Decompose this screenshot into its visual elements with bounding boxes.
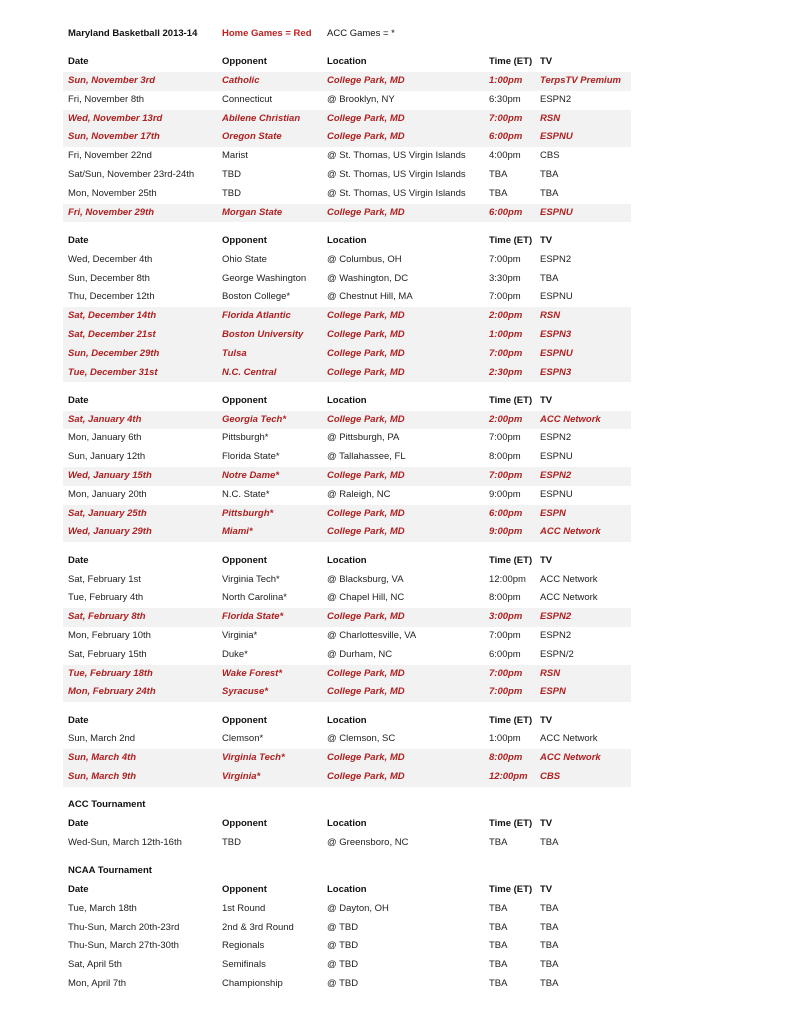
- game-date: Tue, December 31st: [68, 366, 158, 378]
- column-header-opponent: Opponent: [222, 554, 267, 566]
- game-opponent: Ohio State: [222, 253, 267, 265]
- home-game-row: [63, 665, 631, 684]
- game-date: Fri, November 8th: [68, 93, 145, 105]
- game-date: Sat, December 21st: [68, 328, 156, 340]
- home-game-row: [63, 411, 631, 430]
- game-date: Sun, March 2nd: [68, 733, 136, 745]
- game-tv: ACC Network: [540, 573, 598, 585]
- game-opponent: Tulsa: [222, 347, 247, 359]
- game-time: 6:00pm: [489, 648, 521, 660]
- game-time: 9:00pm: [489, 488, 521, 500]
- game-opponent: Clemson*: [222, 733, 264, 745]
- game-opponent: Boston University: [222, 328, 304, 340]
- game-tv: ESPN: [540, 686, 566, 698]
- column-header-opponent: Opponent: [222, 818, 267, 830]
- game-tv: ESPN2: [540, 629, 572, 641]
- away-game-row: [63, 91, 631, 110]
- game-tv: TerpsTV Premium: [540, 75, 621, 87]
- game-opponent: Georgia Tech*: [222, 413, 287, 425]
- game-opponent: TBD: [222, 187, 241, 199]
- away-game-row: [63, 251, 631, 270]
- game-location: College Park, MD: [327, 611, 405, 623]
- game-opponent: Regionals: [222, 940, 265, 952]
- game-tv: CBS: [540, 770, 561, 782]
- column-header-tv: TV: [540, 234, 553, 246]
- game-location: @ TBD: [327, 959, 359, 971]
- column-header-date: Date: [68, 818, 89, 830]
- game-time: 7:00pm: [489, 686, 523, 698]
- game-time: 3:30pm: [489, 272, 521, 284]
- column-header-date: Date: [68, 394, 89, 406]
- game-time: TBA: [489, 977, 508, 989]
- column-header-tv: TV: [540, 554, 553, 566]
- game-time: 1:00pm: [489, 328, 523, 340]
- game-tv: ESPN2: [540, 253, 572, 265]
- home-game-row: [63, 110, 631, 129]
- game-date: Mon, November 25th: [68, 187, 157, 199]
- column-header-opponent: Opponent: [222, 714, 267, 726]
- game-tv: ACC Network: [540, 733, 598, 745]
- away-game-row: [63, 937, 631, 956]
- game-date: Sat, February 15th: [68, 648, 147, 660]
- game-date: Tue, February 4th: [68, 592, 144, 604]
- game-opponent: 1st Round: [222, 902, 266, 914]
- game-date: Sun, January 12th: [68, 451, 146, 463]
- home-game-row: [63, 128, 631, 147]
- game-tv: ESPN: [540, 507, 566, 519]
- game-opponent: Notre Dame*: [222, 470, 280, 482]
- column-header-tv: TV: [540, 883, 553, 895]
- game-tv: ESPNU: [540, 206, 573, 218]
- game-tv: ESPN2: [540, 611, 572, 623]
- section-label: [63, 796, 631, 815]
- game-time: 7:00pm: [489, 432, 521, 444]
- game-location: College Park, MD: [327, 752, 405, 764]
- away-game-row: [63, 646, 631, 665]
- game-time: 8:00pm: [489, 592, 521, 604]
- game-time: 12:00pm: [489, 770, 528, 782]
- game-opponent: George Washington: [222, 272, 307, 284]
- game-time: 8:00pm: [489, 752, 523, 764]
- game-date: Sun, March 4th: [68, 752, 137, 764]
- column-header-location: Location: [327, 394, 367, 406]
- game-location: College Park, MD: [327, 770, 405, 782]
- game-opponent: Virginia*: [222, 770, 261, 782]
- game-opponent: N.C. Central: [222, 366, 277, 378]
- column-header-row: [63, 53, 631, 72]
- game-location: College Park, MD: [327, 75, 405, 87]
- game-date: Mon, February 24th: [68, 686, 156, 698]
- game-date: Mon, January 6th: [68, 432, 142, 444]
- game-tv: CBS: [540, 150, 560, 162]
- acc-games-legend: ACC Games = *: [327, 28, 395, 39]
- game-opponent: Wake Forest*: [222, 667, 283, 679]
- away-game-row: [63, 288, 631, 307]
- game-opponent: Virginia Tech*: [222, 573, 280, 585]
- game-location: @ Brooklyn, NY: [327, 93, 395, 105]
- game-tv: ACC Network: [540, 592, 598, 604]
- game-date: Wed, November 13rd: [68, 112, 163, 124]
- game-time: 12:00pm: [489, 573, 526, 585]
- game-tv: TBA: [540, 169, 559, 181]
- column-header-location: Location: [327, 234, 367, 246]
- game-location: @ Greensboro, NC: [327, 836, 409, 848]
- game-opponent: Boston College*: [222, 291, 291, 303]
- away-game-row: [63, 270, 631, 289]
- away-game-row: [63, 486, 631, 505]
- game-date: Thu-Sun, March 27th-30th: [68, 940, 179, 952]
- game-tv: ESPN/2: [540, 648, 574, 660]
- game-tv: TBA: [540, 921, 559, 933]
- game-opponent: Morgan State: [222, 206, 283, 218]
- game-date: Sun, March 9th: [68, 770, 137, 782]
- home-game-row: [63, 749, 631, 768]
- game-time: TBA: [489, 959, 508, 971]
- game-opponent: Duke*: [222, 648, 248, 660]
- game-time: 7:00pm: [489, 253, 521, 265]
- game-date: Thu-Sun, March 20th-23rd: [68, 921, 180, 933]
- home-game-row: [63, 683, 631, 702]
- game-opponent: Marist: [222, 150, 248, 162]
- game-time: 2:00pm: [489, 413, 523, 425]
- game-location: @ Pittsburgh, PA: [327, 432, 400, 444]
- section-label: [63, 862, 631, 881]
- game-time: 6:00pm: [489, 131, 523, 143]
- game-time: 6:00pm: [489, 507, 523, 519]
- game-location: @ Chestnut Hill, MA: [327, 291, 413, 303]
- game-location: College Park, MD: [327, 413, 405, 425]
- game-tv: ESPNU: [540, 451, 573, 463]
- game-date: Sat, February 1st: [68, 573, 141, 585]
- game-location: @ Washington, DC: [327, 272, 409, 284]
- game-tv: RSN: [540, 310, 561, 322]
- game-opponent: Connecticut: [222, 93, 273, 105]
- game-location: @ Blacksburg, VA: [327, 573, 404, 585]
- game-date: Tue, March 18th: [68, 902, 137, 914]
- home-game-row: [63, 608, 631, 627]
- game-time: 1:00pm: [489, 733, 521, 745]
- column-header-row: [63, 552, 631, 571]
- game-time: TBA: [489, 836, 508, 848]
- game-tv: TBA: [540, 272, 559, 284]
- away-game-row: [63, 448, 631, 467]
- schedule-sheet: [63, 25, 631, 994]
- game-time: TBA: [489, 187, 508, 199]
- home-game-row: [63, 768, 631, 787]
- game-opponent: Oregon State: [222, 131, 282, 143]
- game-location: College Park, MD: [327, 507, 405, 519]
- game-location: @ Tallahassee, FL: [327, 451, 406, 463]
- game-location: College Park, MD: [327, 470, 405, 482]
- game-location: College Park, MD: [327, 206, 405, 218]
- home-games-legend: Home Games = Red: [222, 28, 312, 39]
- game-tv: ESPN2: [540, 470, 572, 482]
- schedule-header: [63, 25, 631, 44]
- game-time: 7:00pm: [489, 291, 521, 303]
- game-location: @ Charlottesville, VA: [327, 629, 417, 641]
- away-game-row: [63, 919, 631, 938]
- schedule-title: Maryland Basketball 2013-14: [68, 28, 198, 39]
- game-date: Sun, November 3rd: [68, 75, 156, 87]
- column-header-date: Date: [68, 714, 89, 726]
- game-date: Wed-Sun, March 12th-16th: [68, 836, 182, 848]
- away-game-row: [63, 429, 631, 448]
- game-opponent: Abilene Christian: [222, 112, 301, 124]
- game-date: Mon, January 20th: [68, 488, 147, 500]
- column-header-date: Date: [68, 883, 89, 895]
- away-game-row: [63, 975, 631, 994]
- column-header-tv: TV: [540, 56, 553, 68]
- home-game-row: [63, 72, 631, 91]
- game-location: College Park, MD: [327, 667, 405, 679]
- away-game-row: [63, 900, 631, 919]
- game-time: TBA: [489, 921, 508, 933]
- column-header-time: Time (ET): [489, 818, 533, 830]
- game-tv: ESPNU: [540, 488, 573, 500]
- game-tv: TBA: [540, 977, 559, 989]
- game-tv: ESPNU: [540, 131, 573, 143]
- game-tv: ESPN3: [540, 366, 572, 378]
- game-date: Sun, November 17th: [68, 131, 160, 143]
- game-tv: TBA: [540, 902, 559, 914]
- game-opponent: Miami*: [222, 526, 253, 538]
- game-location: College Park, MD: [327, 366, 405, 378]
- column-header-time: Time (ET): [489, 394, 533, 406]
- game-date: Sun, December 8th: [68, 272, 150, 284]
- game-date: Sat, January 25th: [68, 507, 147, 519]
- game-tv: ESPN2: [540, 93, 572, 105]
- game-date: Fri, November 22nd: [68, 150, 152, 162]
- game-tv: TBA: [540, 836, 559, 848]
- game-time: 2:00pm: [489, 310, 523, 322]
- game-time: 6:00pm: [489, 206, 523, 218]
- game-opponent: Virginia*: [222, 629, 258, 641]
- game-opponent: 2nd & 3rd Round: [222, 921, 294, 933]
- game-date: Wed, January 29th: [68, 526, 152, 538]
- game-location: @ TBD: [327, 921, 359, 933]
- game-date: Sat, April 5th: [68, 959, 122, 971]
- game-time: TBA: [489, 940, 508, 952]
- game-location: College Park, MD: [327, 310, 405, 322]
- game-tv: RSN: [540, 667, 561, 679]
- game-location: College Park, MD: [327, 328, 405, 340]
- game-time: 7:00pm: [489, 470, 523, 482]
- game-opponent: North Carolina*: [222, 592, 287, 604]
- game-tv: ACC Network: [540, 526, 601, 538]
- game-date: Sat/Sun, November 23rd-24th: [68, 169, 195, 181]
- game-location: @ Raleigh, NC: [327, 488, 391, 500]
- column-header-date: Date: [68, 56, 89, 68]
- game-location: @ St. Thomas, US Virgin Islands: [327, 150, 466, 162]
- game-date: Sat, February 8th: [68, 611, 146, 623]
- game-location: College Park, MD: [327, 347, 405, 359]
- column-header-date: Date: [68, 234, 89, 246]
- game-location: @ St. Thomas, US Virgin Islands: [327, 187, 466, 199]
- game-location: College Park, MD: [327, 112, 405, 124]
- game-tv: RSN: [540, 112, 561, 124]
- game-location: @ Columbus, OH: [327, 253, 402, 265]
- game-time: 7:00pm: [489, 667, 523, 679]
- game-opponent: Virginia Tech*: [222, 752, 285, 764]
- game-time: 7:00pm: [489, 112, 523, 124]
- away-game-row: [63, 147, 631, 166]
- home-game-row: [63, 204, 631, 223]
- game-time: 6:30pm: [489, 93, 521, 105]
- away-game-row: [63, 730, 631, 749]
- column-header-time: Time (ET): [489, 554, 533, 566]
- game-tv: TBA: [540, 187, 559, 199]
- game-opponent: TBD: [222, 169, 241, 181]
- game-time: 8:00pm: [489, 451, 521, 463]
- game-tv: TBA: [540, 959, 559, 971]
- home-game-row: [63, 345, 631, 364]
- game-opponent: Catholic: [222, 75, 260, 87]
- column-header-opponent: Opponent: [222, 56, 267, 68]
- game-opponent: TBD: [222, 836, 241, 848]
- column-header-opponent: Opponent: [222, 883, 267, 895]
- game-time: 9:00pm: [489, 526, 523, 538]
- column-header-location: Location: [327, 818, 367, 830]
- column-header-row: [63, 232, 631, 251]
- column-header-opponent: Opponent: [222, 234, 267, 246]
- game-date: Mon, February 10th: [68, 629, 151, 641]
- game-location: College Park, MD: [327, 526, 405, 538]
- game-date: Mon, April 7th: [68, 977, 127, 989]
- game-location: @ St. Thomas, US Virgin Islands: [327, 169, 466, 181]
- column-header-row: [63, 881, 631, 900]
- game-tv: ESPNU: [540, 291, 573, 303]
- game-date: Sat, January 4th: [68, 413, 142, 425]
- game-time: 1:00pm: [489, 75, 523, 87]
- column-header-time: Time (ET): [489, 234, 533, 246]
- game-location: @ Clemson, SC: [327, 733, 396, 745]
- column-header-time: Time (ET): [489, 883, 533, 895]
- game-time: 2:30pm: [489, 366, 523, 378]
- column-header-row: [63, 392, 631, 411]
- game-tv: ACC Network: [540, 752, 601, 764]
- column-header-time: Time (ET): [489, 56, 533, 68]
- game-date: Wed, January 15th: [68, 470, 152, 482]
- away-game-row: [63, 627, 631, 646]
- away-game-row: [63, 834, 631, 853]
- column-header-time: Time (ET): [489, 714, 533, 726]
- game-location: @ Dayton, OH: [327, 902, 389, 914]
- game-time: 4:00pm: [489, 150, 521, 162]
- game-date: Sun, December 29th: [68, 347, 160, 359]
- game-opponent: Florida State*: [222, 451, 280, 463]
- home-game-row: [63, 326, 631, 345]
- column-header-location: Location: [327, 56, 367, 68]
- schedule-sections: [63, 53, 631, 993]
- game-opponent: Florida Atlantic: [222, 310, 291, 322]
- game-time: TBA: [489, 169, 508, 181]
- game-opponent: N.C. State*: [222, 488, 270, 500]
- game-tv: ESPNU: [540, 347, 573, 359]
- home-game-row: [63, 364, 631, 383]
- column-header-tv: TV: [540, 818, 553, 830]
- game-time: TBA: [489, 902, 508, 914]
- column-header-location: Location: [327, 883, 367, 895]
- game-location: College Park, MD: [327, 131, 405, 143]
- game-tv: ESPN2: [540, 432, 572, 444]
- game-date: Sat, December 14th: [68, 310, 157, 322]
- section-label-text: ACC Tournament: [68, 799, 146, 811]
- column-header-row: [63, 712, 631, 731]
- game-opponent: Syracuse*: [222, 686, 268, 698]
- column-header-date: Date: [68, 554, 89, 566]
- game-location: @ Chapel Hill, NC: [327, 592, 405, 604]
- game-date: Wed, December 4th: [68, 253, 153, 265]
- column-header-location: Location: [327, 554, 367, 566]
- game-location: @ TBD: [327, 940, 359, 952]
- game-tv: ACC Network: [540, 413, 601, 425]
- game-opponent: Florida State*: [222, 611, 284, 623]
- home-game-row: [63, 307, 631, 326]
- game-location: College Park, MD: [327, 686, 405, 698]
- game-location: @ Durham, NC: [327, 648, 393, 660]
- section-label-text: NCAA Tournament: [68, 865, 152, 877]
- home-game-row: [63, 523, 631, 542]
- game-opponent: Pittsburgh*: [222, 432, 269, 444]
- game-opponent: Championship: [222, 977, 283, 989]
- game-tv: TBA: [540, 940, 559, 952]
- column-header-opponent: Opponent: [222, 394, 267, 406]
- column-header-tv: TV: [540, 394, 553, 406]
- game-date: Tue, February 18th: [68, 667, 153, 679]
- game-time: 3:00pm: [489, 611, 523, 623]
- away-game-row: [63, 185, 631, 204]
- column-header-tv: TV: [540, 714, 553, 726]
- home-game-row: [63, 467, 631, 486]
- game-location: @ TBD: [327, 977, 359, 989]
- away-game-row: [63, 956, 631, 975]
- game-date: Fri, November 29th: [68, 206, 155, 218]
- home-game-row: [63, 505, 631, 524]
- column-header-row: [63, 815, 631, 834]
- away-game-row: [63, 589, 631, 608]
- away-game-row: [63, 166, 631, 185]
- game-date: Thu, December 12th: [68, 291, 155, 303]
- away-game-row: [63, 571, 631, 590]
- game-time: 7:00pm: [489, 347, 523, 359]
- game-opponent: Semifinals: [222, 959, 266, 971]
- game-tv: ESPN3: [540, 328, 572, 340]
- game-time: 7:00pm: [489, 629, 521, 641]
- game-opponent: Pittsburgh*: [222, 507, 274, 519]
- column-header-location: Location: [327, 714, 367, 726]
